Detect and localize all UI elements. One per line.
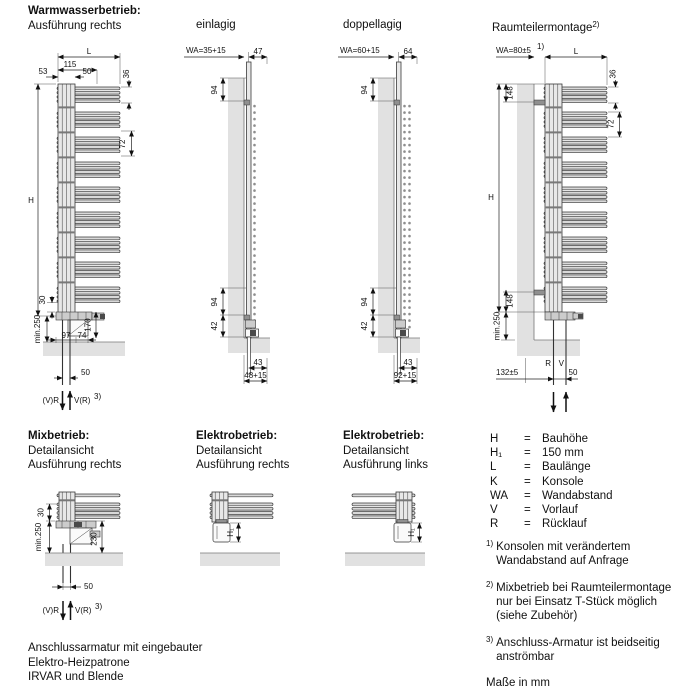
section-title: Warmwasserbetrieb: [28,5,141,17]
legend-equals: = [524,461,531,474]
bracket-bottom [394,315,400,320]
legend-symbol: H [490,433,499,445]
section-title: Elektrobetrieb: [343,430,425,442]
dim-94-top: 94 [210,85,219,95]
dim-92: 92+15 [393,371,417,380]
connection-pipe [397,337,400,374]
footnote [486,636,691,664]
section-title: Mixbetrieb: [28,430,90,442]
legend-value: Bauhöhe [542,433,589,445]
dim-min250: min.250 [492,311,502,341]
legend-row [490,433,695,447]
legend-value: Vorlauf [542,503,578,516]
dim-148-top: 148 [505,86,515,100]
header-doppellagig: doppellagig [343,19,402,31]
legend-value: Baulänge [542,461,591,474]
section-subtitle2: Ausführung rechts [196,459,290,471]
floor-slab [45,553,123,566]
legend-row [490,476,695,490]
note-line: Elektro-Heizpatrone [28,656,130,669]
legend-value: 150 mm [542,447,584,460]
dim-30: 30 [38,295,47,305]
diagram-mixbetrieb-detail [34,492,123,620]
dim-170: 170 [83,318,93,332]
section-title: Elektrobetrieb: [196,430,278,442]
legend-symbol: K [490,475,498,488]
floor-slab [43,342,125,356]
dim-50-bottom: 50 [81,368,90,377]
dim-50: 50 [82,67,92,76]
partition-wall [517,84,534,340]
dim-42: 42 [210,321,219,331]
footnotes [486,540,691,689]
section-subtitle2: Ausführung links [343,459,429,471]
dim-43: 43 [403,358,413,367]
dim-148-bottom: 148 [505,294,515,308]
console-bracket-bottom [534,290,545,295]
dim-H: H [488,193,494,202]
diagram-elektro-rechts-detail [200,492,280,566]
diagram-einlagig-side [184,46,270,384]
floor-slab [200,553,280,566]
section-subtitle: Detailansicht [196,444,262,457]
dim-94-bottom: 94 [360,297,369,307]
wall [378,78,394,353]
legend-row [490,490,695,504]
header-mixbetrieb [28,429,121,473]
bracket-bottom [244,315,250,320]
section-subtitle: Ausführung rechts [28,19,122,32]
header-elektro-links [343,429,428,473]
footnote-text: Mixbetrieb bei Raumteilermontage nur bei Einsatz T-Stück möglich (siehe Zubehör) [496,582,672,622]
dim-wa-ref: 1) [537,42,545,51]
note-line: Anschlussarmatur mit eingebauter [28,642,203,654]
dim-115: 115 [63,60,77,69]
label-flow-ref: 3) [95,602,103,611]
bracket-top [244,100,250,105]
label-flow-left: (V)R [42,396,59,405]
footnote-text: Konsolen mit verändertem Wandabstand auf Anfrage [496,541,631,567]
dim-36: 36 [122,69,131,79]
footnote [486,581,691,623]
header-elektro-rechts [196,429,289,473]
dim-97: 97 [61,331,71,340]
dim-43: 43 [253,358,263,367]
header-warmwasser [28,4,141,33]
collector-tubes [58,84,75,316]
dim-72: 72 [118,139,127,149]
legend-value: Konsole [542,475,584,488]
diagram-warmwasser-front [28,47,135,410]
dim-48: 48+15 [244,371,267,380]
dim-72: 72 [606,119,616,129]
legend-symbol: V [490,503,498,516]
dim-30: 30 [36,508,46,517]
legend-equals: = [524,503,531,516]
dim-47: 47 [253,47,263,56]
dim-min250: min.250 [34,522,43,552]
legend-symbol: H₁ [490,447,503,460]
section-subtitle: Detailansicht [343,444,409,457]
dim-L: L [86,47,92,56]
dim-132: 132±5 [496,368,519,377]
footnote [486,540,691,568]
legend-equals: = [524,433,531,445]
footnote-ref: 3) [486,635,494,644]
footnote-ref: 1) [486,539,494,548]
dim-36: 36 [608,69,618,79]
footnote-ref-2: 2) [592,20,600,29]
footnote-text: Anschluss-Armatur ist beidseitig anströmbar [496,637,660,663]
dim-h1: H₁ [226,528,235,537]
label-vorlauf: V [558,359,564,368]
dim-wa: WA=35+15 [186,46,226,55]
legend-row [490,447,695,461]
dimension-lines [34,53,135,410]
label-flow-ref: 3) [94,392,102,401]
dim-42: 42 [360,321,369,331]
legend-symbol: WA [490,489,509,502]
bracket-top [394,100,400,105]
dim-230: 230 [89,532,99,546]
dim-74: 74 [77,331,87,340]
header-einlagig: einlagig [196,19,236,31]
legend-row [490,504,695,518]
legend-symbol: L [490,461,497,474]
dim-L: L [573,47,579,56]
label-flow-left: (V)R [42,606,59,615]
header-raumteilermontage [492,18,599,36]
section-title: Raumteilermontage [492,22,593,34]
wall [228,78,244,353]
dim-53: 53 [38,67,48,76]
legend-equals: = [524,489,531,502]
diagram-doppellagig-side [338,46,420,384]
legend-value: Rücklauf [542,518,587,531]
console-bracket-top [534,100,545,105]
dim-94-bottom: 94 [210,297,219,307]
valve-assembly [545,312,583,320]
legend-row [490,461,695,475]
legend-value: Wandabstand [542,489,613,502]
units-note: Maße in mm [486,677,550,689]
dim-64: 64 [403,47,413,56]
dim-min250: min.250 [33,314,42,344]
dim-50: 50 [84,582,93,591]
footnote-ref: 2) [486,580,494,589]
dim-94-top: 94 [360,85,369,95]
note-line: IRVAR und Blende [28,671,124,683]
floor-slab [345,553,425,566]
legend-row [490,518,695,532]
dim-H: H [28,196,34,205]
legend-equals: = [524,447,531,460]
label-ruecklauf: R [545,359,551,368]
legend [490,433,695,532]
dim-h1: H₁ [407,528,416,537]
section-subtitle2: Ausführung rechts [28,459,122,471]
floor-slab [517,340,580,356]
collector-tubes [545,84,562,312]
dim-50: 50 [568,368,578,377]
label-flow-right: V(R) [75,606,92,615]
section-subtitle: Detailansicht [28,444,94,457]
diagram-elektro-links-detail [345,492,425,566]
diagram-raumteiler-front [488,42,622,412]
dim-wa: WA=60+15 [340,46,380,55]
legend-equals: = [524,475,531,488]
connection-pipe [247,337,250,374]
legend-symbol: R [490,518,499,531]
bottom-note [28,641,203,685]
label-flow-right: V(R) [74,396,91,405]
dim-wa: WA=80±5 [496,46,531,55]
legend-equals: = [524,518,531,531]
